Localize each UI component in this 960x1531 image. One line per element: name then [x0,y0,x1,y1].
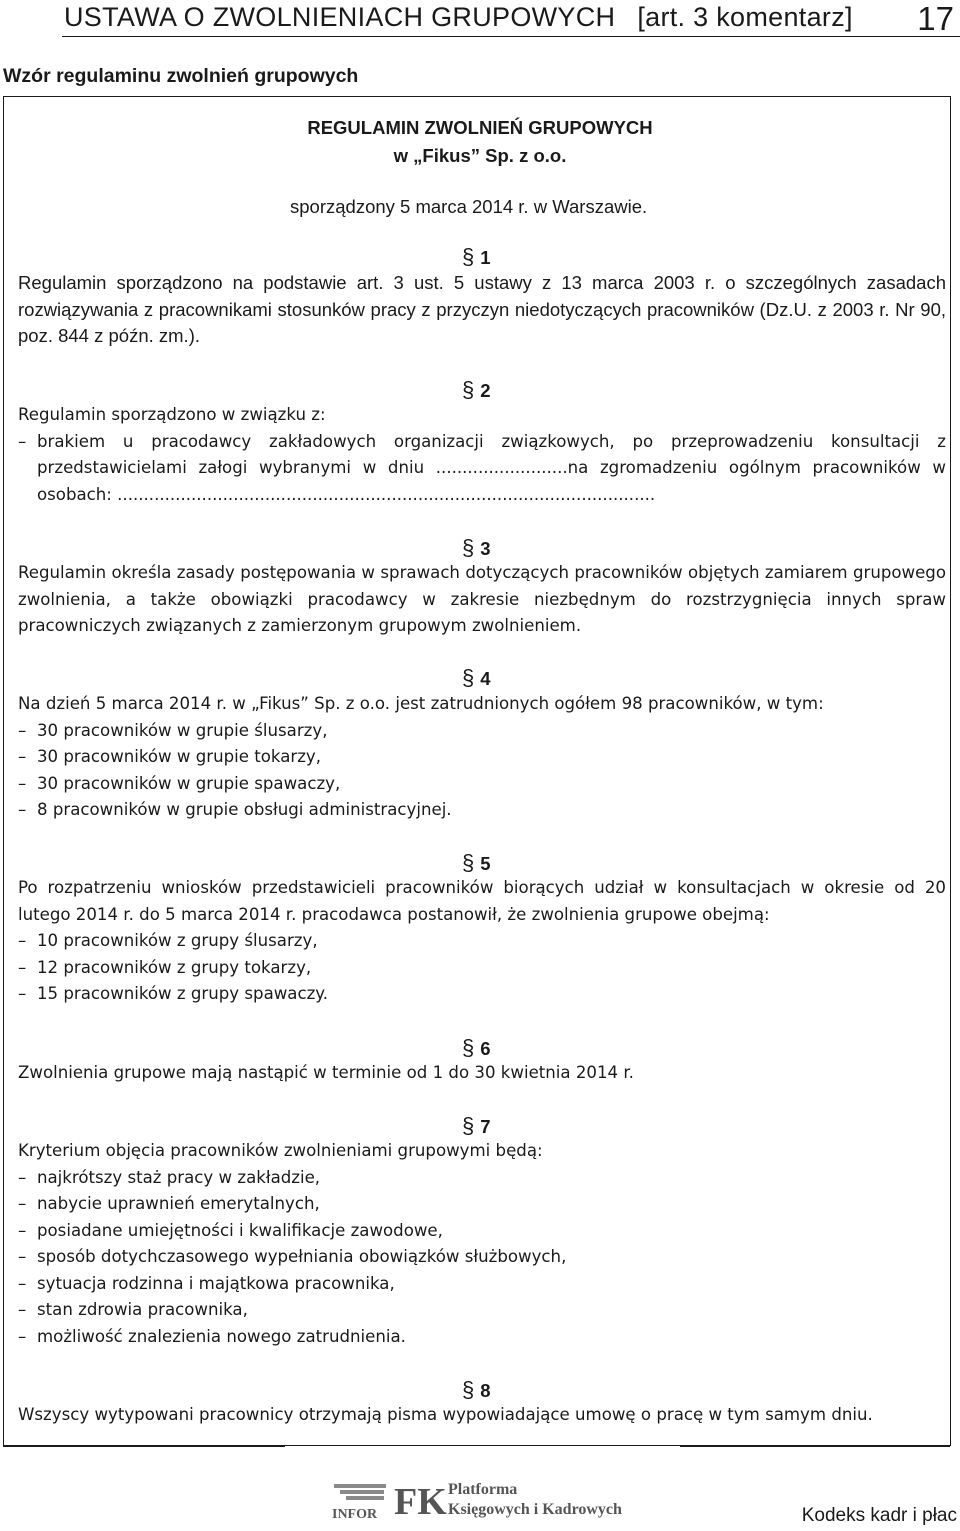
section-number: 3 [480,538,491,559]
section-symbol: § [462,377,475,402]
section-5-list [18,928,946,1008]
section-1-text: Regulamin sporządzono na podstawie art. 3 ust. 5 ustawy z 13 marca 2003 r. o szczególnych zasadach rozwiązywania z pracownikami stosunków pracy z przyczyn niedotyczących pracowników (Dz.U. z 2003 r. Nr 90, poz. 844 z późn. zm.). [18,272,946,346]
footer-publication: Kodeks kadr i płac [801,1505,957,1526]
section-heading-1 [462,244,491,270]
section-number: 1 [480,247,491,268]
page-number: 17 [917,0,954,37]
section-symbol: § [462,1113,475,1138]
section-number: 8 [480,1380,491,1401]
section-6-text: Zwolnienia grupowe mają nastąpić w terminie od 1 do 30 kwietnia 2014 r. [18,1063,634,1082]
section-symbol: § [462,535,475,560]
section-symbol: § [462,665,475,690]
logo-infor-text: INFOR [332,1507,378,1522]
list-item: – najkrótszy staż pracy w zakładzie, [18,1165,946,1192]
logo-fk-text: FK [394,1481,447,1522]
list-item: – posiadane umiejętności i kwalifikacje zawodowe, [18,1218,946,1245]
list-item: – 8 pracowników w grupie obsługi administracyjnej. [18,797,946,824]
footer-divider-right [680,1446,950,1447]
section-number: 4 [480,668,491,689]
section-symbol: § [462,850,475,875]
section-heading-8 [462,1377,491,1403]
page-header [0,0,960,42]
section-heading-4 [462,665,491,691]
list-item: – możliwość znalezienia nowego zatrudnienia. [18,1324,946,1351]
section-number: 2 [480,380,491,401]
list-item: – brakiem u pracodawcy zakładowych organizacji związkowych, po przeprowadzeniu konsultacji z przedstawicielami załogi wybranymi w dniu .........................na zgromadzeniu ogólnym pracowników w osobach: ...................................................................................................... [18,429,946,509]
list-item: – 12 pracowników z grupy tokarzy, [18,955,946,982]
section-number: 5 [480,853,491,874]
list-item: – 30 pracowników w grupie ślusarzy, [18,718,946,745]
footer-divider-left [3,1446,285,1447]
section-5-intro: Po rozpatrzeniu wniosków przedstawicieli pracowników biorących udział w konsultacjach w okresie od 20 lutego 2014 r. do 5 marca 2014 r. pracodawca postanowił, że zwolnienia grupowe obejmą: [18,878,946,924]
section-3-text: Regulamin określa zasady postępowania w sprawach dotyczących pracowników objętych zamiarem grupowego zwolnienia, a także obowiązki pracodawcy w zakresie niezbędnym do rozstrzygnięcia innych spraw pracowniczych związanych z zamierzonym grupowym zwolnieniem. [18,563,946,635]
section-number: 6 [480,1038,491,1059]
section-7-body [18,1138,946,1350]
list-item: – nabycie uprawnień emerytalnych, [18,1191,946,1218]
section-heading-3 [462,535,491,561]
section-heading-6 [462,1035,491,1061]
section-7-list [18,1165,946,1351]
section-heading-7 [462,1113,491,1139]
section-symbol: § [462,244,475,269]
list-item: – stan zdrowia pracownika, [18,1297,946,1324]
logo-line1: Platforma [448,1481,518,1498]
section-8-text: Wszyscy wytypowani pracownicy otrzymają pisma wypowiadające umowę o pracę w tym samym dniu. [18,1405,873,1424]
section-2-intro: Regulamin sporządzono w związku z: [18,405,326,424]
section-title: Wzór regulaminu zwolnień grupowych [3,65,359,87]
header-divider [62,36,960,37]
section-7-intro: Kryterium objęcia pracowników zwolnieniami grupowymi będą: [18,1141,543,1160]
list-item: – 15 pracowników z grupy spawaczy. [18,981,946,1008]
header-title: USTAWA O ZWOLNIENIACH GRUPOWYCH [64,2,616,32]
section-symbol: § [462,1377,475,1402]
section-5-body [18,875,946,1008]
document-subtitle: w „Fikus” Sp. z o.o. [393,145,567,166]
header-article: [art. 3 komentarz] [637,2,853,32]
section-number: 7 [480,1116,491,1137]
section-2-list [18,429,946,509]
section-heading-2 [462,377,491,403]
document-title: REGULAMIN ZWOLNIEŃ GRUPOWYCH [307,117,653,138]
section-4-body [18,691,946,824]
list-item: – 30 pracowników w grupie spawaczy, [18,771,946,798]
section-heading-5 [462,850,491,876]
running-head [64,2,853,33]
document-date-line: sporządzony 5 marca 2014 r. w Warszawie. [290,196,648,217]
section-4-list [18,718,946,824]
logo-line2: Księgowych i Kadrowych [448,1501,622,1518]
list-item: – sposób dotychczasowego wypełniania obowiązków służbowych, [18,1244,946,1271]
list-item: – sytuacja rodzinna i majątkowa pracownika, [18,1271,946,1298]
list-item: – 30 pracowników w grupie tokarzy, [18,744,946,771]
logo-graphic [330,1474,635,1522]
section-4-intro: Na dzień 5 marca 2014 r. w „Fikus” Sp. z o.o. jest zatrudnionych ogółem 98 pracowników, w tym: [18,694,824,713]
section-symbol: § [462,1035,475,1060]
platform-logo [330,1474,635,1522]
section-2-body [18,402,946,508]
list-item: – 10 pracowników z grupy ślusarzy, [18,928,946,955]
